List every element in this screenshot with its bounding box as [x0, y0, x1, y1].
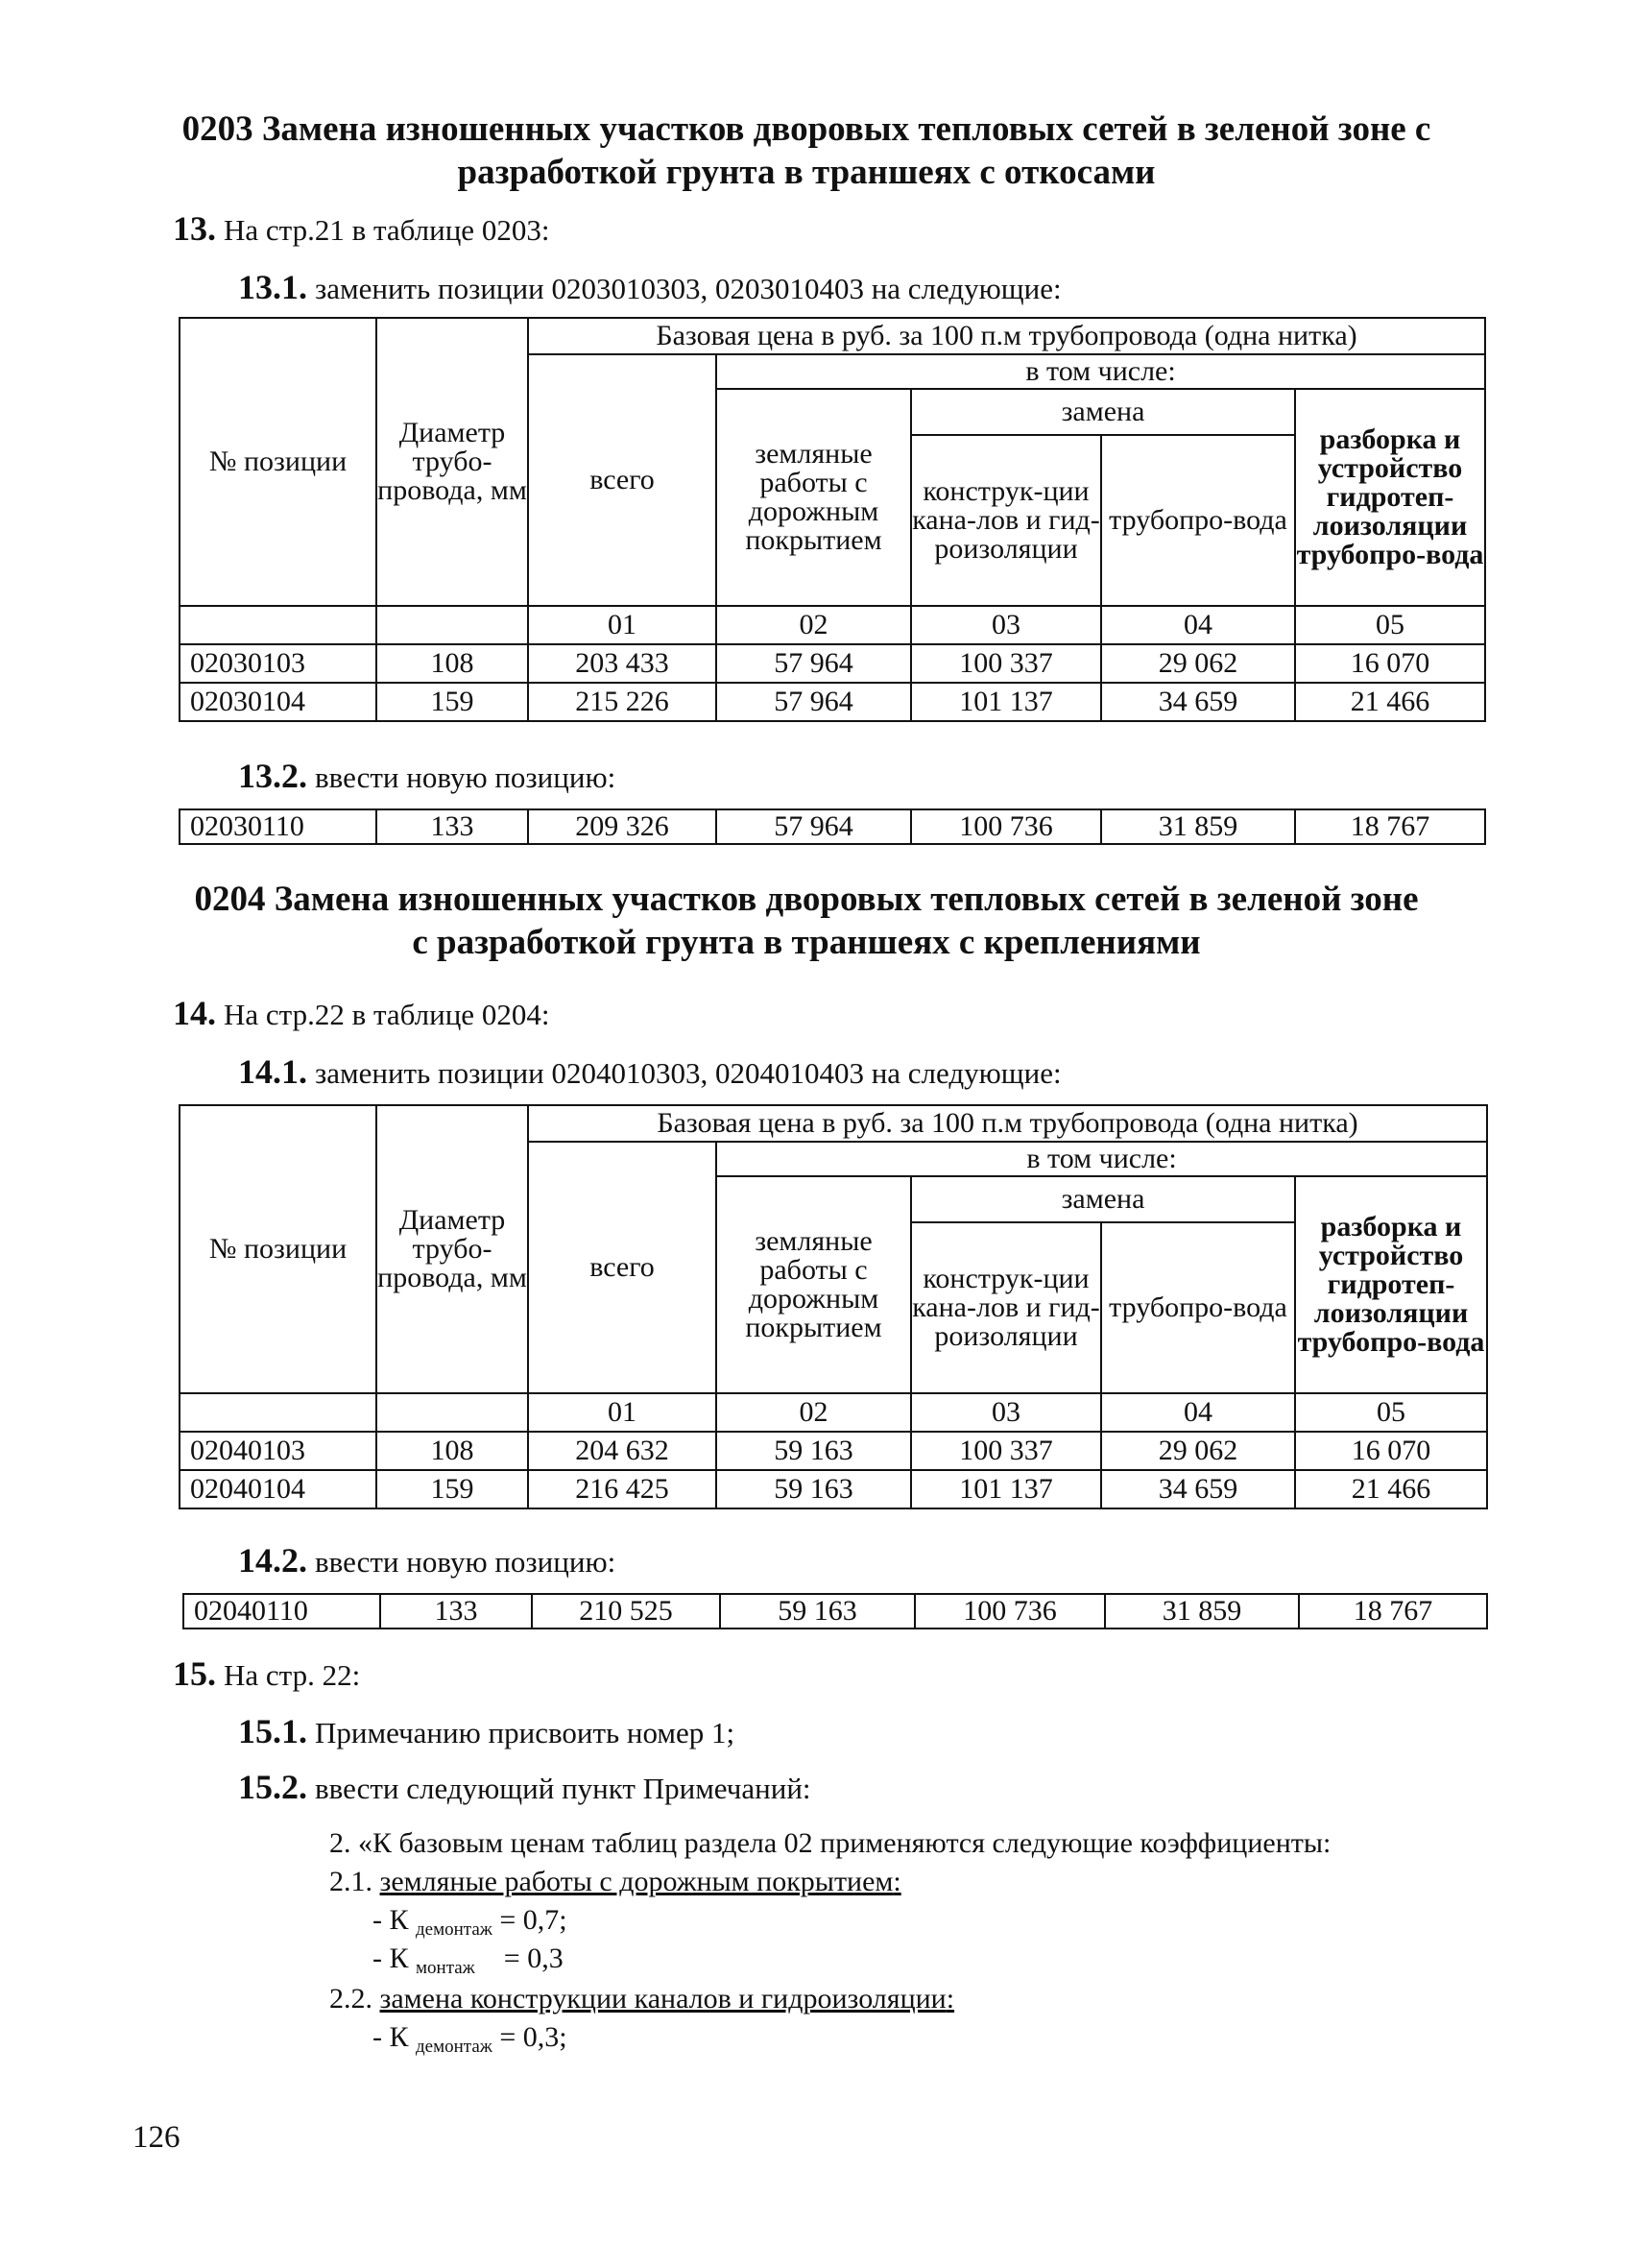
- header-earthworks: земляные работы с дорожным покрытием: [716, 1176, 911, 1393]
- coefficient-dismantle-channels: [372, 2020, 567, 2059]
- cell-earthworks: 57 964: [716, 809, 911, 844]
- section-0203-title: [115, 108, 1498, 194]
- paragraph-14: [173, 995, 549, 1033]
- note-2: 2. «К базовым ценам таблиц раздела 02 применяются следующие коэффициенты:: [329, 1827, 1332, 1859]
- column-codes-row: [180, 1393, 1487, 1432]
- note-2-2: [329, 1982, 954, 2016]
- header-position: № позиции: [180, 318, 376, 606]
- coefficient-label: - К: [372, 1904, 409, 1936]
- section-0204-title: [115, 878, 1498, 964]
- coefficient-mount-earthworks: [372, 1942, 564, 1980]
- column-code-blank: [180, 1393, 376, 1432]
- cell-diameter: 133: [376, 809, 528, 844]
- note-2-2-text: замена конструкции каналов и гидроизоляции: [379, 1983, 947, 2015]
- cell-channels: 100 736: [911, 809, 1101, 844]
- cell-position: 02030103: [180, 644, 376, 683]
- cell-position: 02030110: [180, 809, 376, 844]
- header-base-price: Базовая цена в руб. за 100 п.м трубопровода (одна нитка): [528, 1105, 1487, 1142]
- paragraph-14-text: На стр.22 в таблице 0204:: [224, 998, 550, 1031]
- cell-channels: 100 337: [911, 644, 1101, 683]
- paragraph-15-1-text: Примечанию присвоить номер 1;: [315, 1716, 735, 1749]
- header-diameter: Диаметр трубо-провода, мм: [376, 1105, 528, 1393]
- header-earthworks: земляные работы с дорожным покрытием: [716, 389, 911, 606]
- new-position-table-0204: [182, 1593, 1488, 1629]
- column-code: 04: [1101, 606, 1295, 644]
- column-code: 03: [911, 1393, 1101, 1432]
- header-total: всего: [528, 1142, 716, 1393]
- cell-position: 02040103: [180, 1432, 376, 1470]
- cell-pipeline: 34 659: [1101, 1470, 1295, 1508]
- page-number: 126: [132, 2120, 180, 2155]
- header-base-price: Базовая цена в руб. за 100 п.м трубопровода (одна нитка): [528, 318, 1485, 354]
- coefficient-value: = 0,3;: [499, 2021, 567, 2053]
- header-including: в том числе:: [716, 1142, 1487, 1176]
- cell-pipeline: 31 859: [1101, 809, 1295, 844]
- paragraph-13-number: 13.: [173, 209, 216, 248]
- header-including: в том числе:: [716, 354, 1485, 389]
- note-2-2-number: 2.2.: [329, 1983, 372, 2015]
- cell-total: 209 326: [528, 809, 716, 844]
- paragraph-13-1: [238, 269, 1062, 307]
- table-row: [183, 1594, 1487, 1629]
- cell-position: 02040104: [180, 1470, 376, 1508]
- header-total: всего: [528, 354, 716, 606]
- column-code: 04: [1101, 1393, 1295, 1432]
- header-pipeline: трубопро-вода: [1101, 1222, 1295, 1393]
- cell-pipeline: 31 859: [1105, 1594, 1299, 1629]
- paragraph-15-number: 15.: [173, 1654, 216, 1693]
- table-row: [180, 683, 1485, 721]
- column-code: 05: [1295, 1393, 1487, 1432]
- cell-position: 02040110: [183, 1594, 380, 1629]
- new-position-table-0203: [179, 808, 1486, 845]
- paragraph-13: [173, 210, 549, 249]
- paragraph-13-2: [238, 758, 615, 796]
- table-row: [180, 1432, 1487, 1470]
- note-2-2-colon: :: [946, 1983, 955, 2015]
- cell-pipeline: 29 062: [1101, 1432, 1295, 1470]
- cell-dismantling: 18 767: [1295, 809, 1485, 844]
- header-position: № позиции: [180, 1105, 376, 1393]
- cell-earthworks: 57 964: [716, 683, 911, 721]
- column-code: 02: [716, 606, 911, 644]
- cell-dismantling: 21 466: [1295, 1470, 1487, 1508]
- cell-earthworks: 59 163: [716, 1470, 911, 1508]
- coefficient-value: = 0,3: [503, 1942, 564, 1974]
- cell-channels: 101 137: [911, 683, 1101, 721]
- paragraph-15-1: [238, 1713, 734, 1751]
- table-row: [180, 809, 1485, 844]
- paragraph-13-text: На стр.21 в таблице 0203:: [224, 213, 550, 247]
- cell-diameter: 133: [380, 1594, 532, 1629]
- header-channels: конструк-ции кана-лов и гид-роизоляции: [911, 1222, 1101, 1393]
- header-dismantling: разборка и устройство гидротеп-лоизоляции трубопро-вода: [1295, 389, 1485, 606]
- paragraph-14-2: [238, 1542, 615, 1580]
- paragraph-14-1-text: заменить позиции 0204010303, 0204010403 на следующие:: [315, 1056, 1062, 1090]
- column-code: 01: [528, 606, 716, 644]
- column-code: 03: [911, 606, 1101, 644]
- paragraph-14-2-text: ввести новую позицию:: [315, 1545, 616, 1579]
- cell-total: 215 226: [528, 683, 716, 721]
- column-code: 05: [1295, 606, 1485, 644]
- coefficient-value: = 0,7;: [499, 1904, 567, 1936]
- cell-earthworks: 59 163: [716, 1432, 911, 1470]
- paragraph-15-2-number: 15.2.: [238, 1768, 307, 1806]
- coefficient-label: - К: [372, 1942, 409, 1974]
- paragraph-13-1-text: заменить позиции 0203010303, 0203010403 на следующие:: [315, 272, 1062, 305]
- section-0203-title-line1: 0203 Замена изношенных участков дворовых тепловых сетей в зеленой зоне с: [181, 109, 1431, 149]
- cell-channels: 100 736: [915, 1594, 1105, 1629]
- cell-diameter: 159: [376, 1470, 528, 1508]
- price-table-0204: [179, 1104, 1488, 1509]
- header-dismantling: разборка и устройство гидротеп-лоизоляции трубопро-вода: [1295, 1176, 1487, 1393]
- cell-channels: 100 337: [911, 1432, 1101, 1470]
- paragraph-14-1-number: 14.1.: [238, 1052, 307, 1091]
- cell-pipeline: 34 659: [1101, 683, 1295, 721]
- paragraph-15-1-number: 15.1.: [238, 1712, 307, 1750]
- note-2-1-colon: :: [893, 1866, 901, 1897]
- paragraph-13-1-number: 13.1.: [238, 268, 307, 306]
- cell-diameter: 159: [376, 683, 528, 721]
- table-row: [180, 1470, 1487, 1508]
- price-table-0203: [179, 317, 1486, 722]
- section-0203-title-line2: разработкой грунта в траншеях с откосами: [457, 153, 1156, 192]
- cell-dismantling: 16 070: [1295, 644, 1485, 683]
- table-row: [180, 644, 1485, 683]
- cell-dismantling: 16 070: [1295, 1432, 1487, 1470]
- cell-dismantling: 18 767: [1299, 1594, 1487, 1629]
- paragraph-13-2-number: 13.2.: [238, 757, 307, 795]
- column-code-blank: [376, 1393, 528, 1432]
- column-code-blank: [376, 606, 528, 644]
- cell-earthworks: 57 964: [716, 644, 911, 683]
- cell-total: 210 525: [532, 1594, 720, 1629]
- note-2-1-number: 2.1.: [329, 1866, 372, 1897]
- cell-earthworks: 59 163: [720, 1594, 915, 1629]
- coefficient-dismantle-earthworks: [372, 1903, 567, 1942]
- section-0204-title-line2: с разработкой грунта в траншеях с креплениями: [412, 923, 1201, 962]
- paragraph-14-1: [238, 1053, 1062, 1092]
- paragraph-15-2-text: ввести следующий пункт Примечаний:: [315, 1772, 811, 1805]
- column-code: 02: [716, 1393, 911, 1432]
- note-2-1: [329, 1865, 901, 1899]
- header-replacement: замена: [911, 389, 1295, 435]
- paragraph-15-2: [238, 1769, 811, 1807]
- paragraph-15-text: На стр. 22:: [224, 1658, 361, 1692]
- coefficient-subscript: монтаж: [416, 1958, 475, 1978]
- note-2-1-text: земляные работы с дорожным покрытием: [379, 1866, 894, 1897]
- cell-position: 02030104: [180, 683, 376, 721]
- cell-diameter: 108: [376, 644, 528, 683]
- coefficient-label: - К: [372, 2021, 409, 2053]
- cell-channels: 101 137: [911, 1470, 1101, 1508]
- header-channels: конструк-ции кана-лов и гид-роизоляции: [911, 435, 1101, 606]
- column-code: 01: [528, 1393, 716, 1432]
- paragraph-15: [173, 1655, 360, 1694]
- paragraph-13-2-text: ввести новую позицию:: [315, 760, 616, 794]
- cell-total: 204 632: [528, 1432, 716, 1470]
- cell-diameter: 108: [376, 1432, 528, 1470]
- column-codes-row: [180, 606, 1485, 644]
- column-code-blank: [180, 606, 376, 644]
- coefficient-subscript: демонтаж: [416, 2037, 492, 2057]
- coefficient-subscript: демонтаж: [416, 1919, 492, 1940]
- section-0204-title-line1: 0204 Замена изношенных участков дворовых тепловых сетей в зеленой зоне: [194, 880, 1419, 919]
- paragraph-14-2-number: 14.2.: [238, 1541, 307, 1580]
- header-pipeline: трубопро-вода: [1101, 435, 1295, 606]
- header-diameter: Диаметр трубо-провода, мм: [376, 318, 528, 606]
- paragraph-14-number: 14.: [173, 994, 216, 1032]
- cell-total: 203 433: [528, 644, 716, 683]
- cell-pipeline: 29 062: [1101, 644, 1295, 683]
- cell-dismantling: 21 466: [1295, 683, 1485, 721]
- header-replacement: замена: [911, 1176, 1295, 1222]
- cell-total: 216 425: [528, 1470, 716, 1508]
